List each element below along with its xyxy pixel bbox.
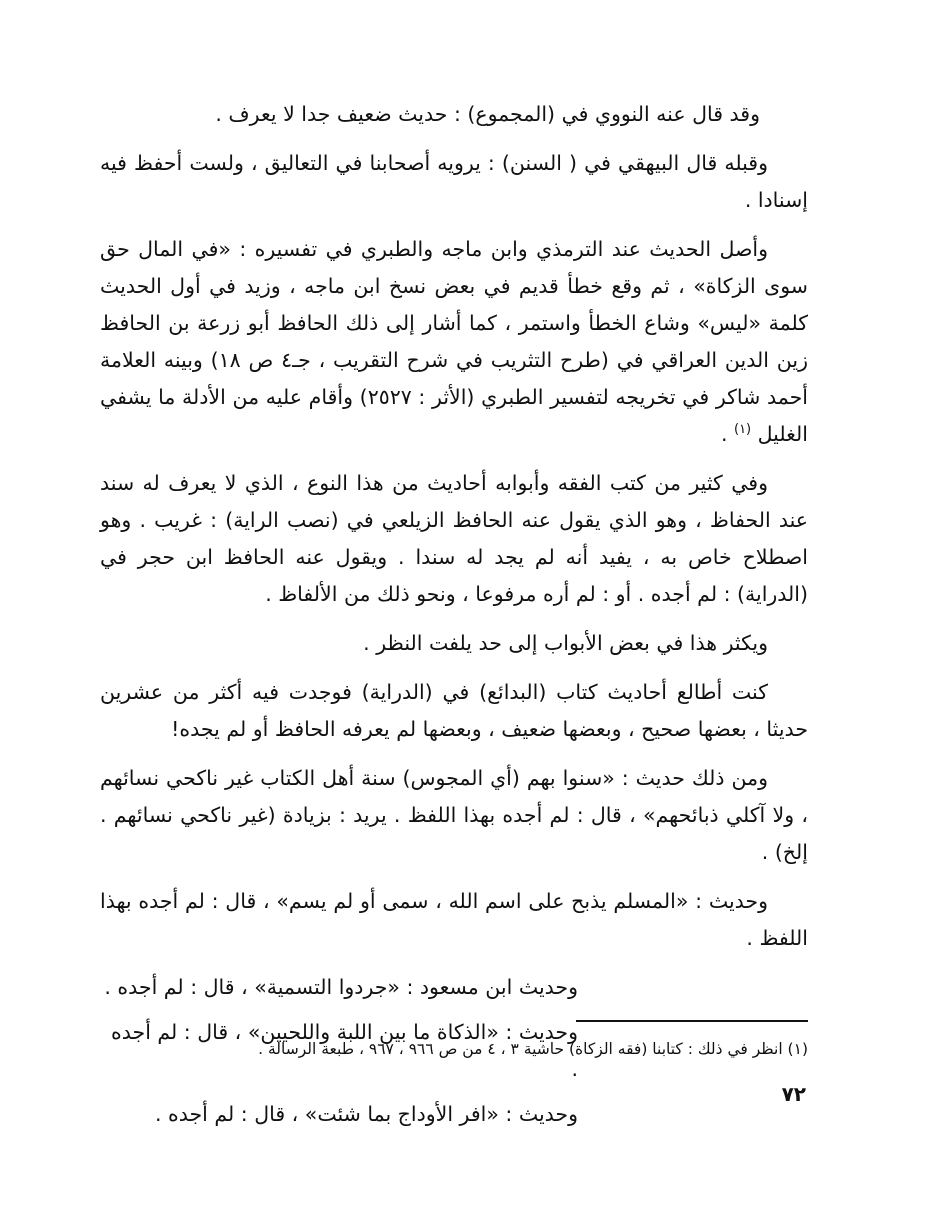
hadith-item: وحديث : «الذكاة ما بين اللبة واللحيين» ، قال : لم أجده . [111, 1020, 578, 1081]
paragraph-hadith-origin: وأصل الحديث عند الترمذي وابن ماجه والطبري في تفسيره : «في المال حق سوى الزكاة» ، ثم وقع خطأ قديم في بعض نسخ ابن ماجه ، وزيد في أول الحديث كلمة «ليس» وشاع الخطأ واستمر ، كما أشار إلى ذلك الحافظ أبو زرعة بن الحافظ زين الدين العراقي في (طرح التثريب في شرح التقريب ، جـ٤ ص ١٨) وبينه العلامة أحمد شاكر في تخريجه لتفسير الطبري (الأثر : ٢٥٢٧) وأقام عليه من الأدلة ما يشفي الغليل $^{(١)}$ . [100, 237, 808, 446]
paragraph-fiqh-books: وفي كثير من كتب الفقه وأبوابه أحاديث من هذا النوع ، الذي لا يعرف له سند عند الحفاظ ، وهو الذي يقول عنه الحافظ الزيلعي في (نصب الراية) : غريب . وهو اصطلاح خاص به ، يفيد أنه لم يجد له سندا . ويقول عنه الحافظ ابن حجر في (الدراية) : لم أجده . أو : لم أره مرفوعا ، ونحو ذلك من الألفاظ . [100, 471, 808, 606]
paragraph-chapters: ويكثر هذا في بعض الأبواب إلى حد يلفت النظر . [363, 631, 768, 655]
page-number: ٧٢ [781, 1082, 806, 1106]
paragraph-badai: كنت أطالع أحاديث كتاب (البدائع) في (الدراية) فوجدت فيه أكثر من عشرين حديثا ، بعضها صحيح ، وبعضها ضعيف ، وبعضها لم يعرفه الحافظ أو لم يجده! [100, 680, 808, 741]
main-text [100, 96, 808, 1141]
hadith-item: وحديث : «افر الأوداج بما شئت» ، قال : لم أجده . [154, 1102, 578, 1126]
hadith-item: وحديث ابن مسعود : «جردوا التسمية» ، قال : لم أجده . [104, 975, 578, 999]
footnote-marker: (١) [733, 422, 752, 438]
footnote: (١) انظر في ذلك : كتابنا (فقه الزكاة) حاشية ٣ ، ٤ من ص ٩٦٦ ، ٩٦٧ ، طبعة الرسالة . [258, 1040, 808, 1058]
paragraph-hadith-origin-text: وأصل الحديث عند الترمذي وابن ماجه والطبري في تفسيره : «في المال حق سوى الزكاة» ، ثم وقع خطأ قديم في بعض نسخ ابن ماجه ، وزيد في أول الحديث كلمة «ليس» وشاع الخطأ واستمر ، كما أشار إلى ذلك الحافظ أبو زرعة بن الحافظ زين الدين العراقي في (طرح التثريب في شرح التقريب ، جـ٤ ص ١٨) وبينه العلامة أحمد شاكر في تخريجه لتفسير الطبري (الأثر : ٢٥٢٧) وأقام عليه من الأدلة ما يشفي الغليل [100, 237, 808, 446]
paragraph-nawawi: وقد قال عنه النووي في (المجموع) : حديث ضعيف جدا لا يعرف . [215, 102, 760, 126]
paragraph-majus: ومن ذلك حديث : «سنوا بهم (أي المجوس) سنة أهل الكتاب غير ناكحي نسائهم ، ولا آكلي ذبائحهم» ، قال : لم أجده بهذا اللفظ . يريد : بزيادة (غير ناكحي نسائهم . إلخ) . [100, 766, 808, 864]
paragraph-bayhaqi: وقبله قال البيهقي في ( السنن) : يرويه أصحابنا في التعاليق ، ولست أحفظ فيه إسنادا . [100, 151, 808, 212]
footnote-separator [576, 1020, 808, 1022]
paragraph-muslim-slaughter: وحديث : «المسلم يذبح على اسم الله ، سمى أو لم يسم» ، قال : لم أجده بهذا اللفظ . [100, 889, 808, 950]
